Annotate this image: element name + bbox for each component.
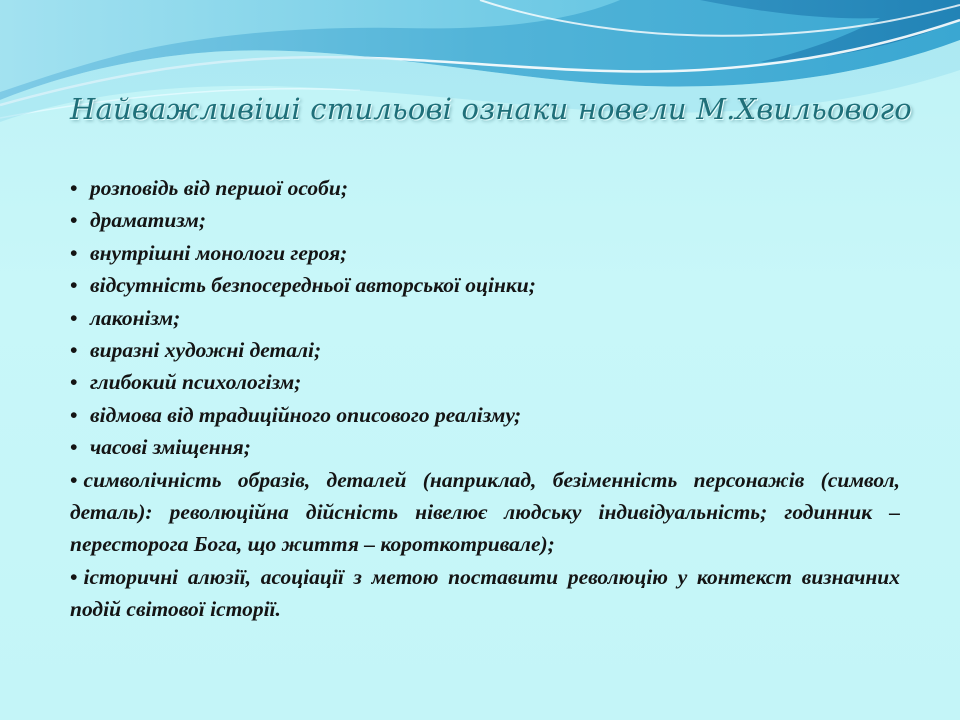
list-item [70, 334, 900, 366]
list-paragraph-text: символічність образів, деталей (наприклад, безіменність персонажів (символ, деталь): революційна дійсність нівелює людську індивідуальність; годинник – пересторога Бога, що життя – короткотривале); [70, 467, 900, 557]
bullet-icon: • [70, 305, 78, 330]
list-item [70, 237, 900, 269]
bullet-icon: • [70, 273, 78, 298]
slide-title: Найважливіші стильові ознаки новели М.Хвильового [70, 92, 912, 126]
list-item-text: відсутність безпосередньої авторської оцінки; [90, 273, 536, 298]
list-item-text: внутрішні монологи героя; [90, 240, 348, 265]
list-item [70, 431, 900, 463]
bullet-icon: • [70, 402, 78, 427]
list-item-text: глибокий психологізм; [90, 370, 302, 395]
list-paragraph [70, 464, 900, 561]
list-item-text: лаконізм; [90, 305, 181, 330]
bullet-icon: • [70, 435, 78, 460]
feature-list [70, 172, 900, 626]
list-item [70, 269, 900, 301]
list-item [70, 366, 900, 398]
list-item-text: драматизм; [90, 208, 207, 233]
list-paragraph [70, 561, 900, 626]
bullet-icon: • [70, 176, 78, 200]
bullet-icon: • [70, 564, 78, 589]
bullet-icon: • [70, 208, 78, 233]
list-item-text: розповідь від першої особи; [90, 176, 348, 200]
bullet-icon: • [70, 338, 78, 363]
list-item-text: часові зміщення; [90, 435, 251, 460]
list-item-text: виразні художні деталі; [90, 338, 322, 363]
list-item-text: відмова від традиційного описового реалізму; [90, 402, 522, 427]
list-item [70, 302, 900, 334]
bullet-icon: • [70, 240, 78, 265]
list-item [70, 204, 900, 236]
list-paragraph-text: історичні алюзії, асоціації з метою поставити революцію у контекст визначних подій світової історії. [70, 564, 900, 622]
list-item [70, 399, 900, 431]
bullet-icon: • [70, 467, 78, 492]
list-item [70, 172, 900, 204]
bullet-icon: • [70, 370, 78, 395]
